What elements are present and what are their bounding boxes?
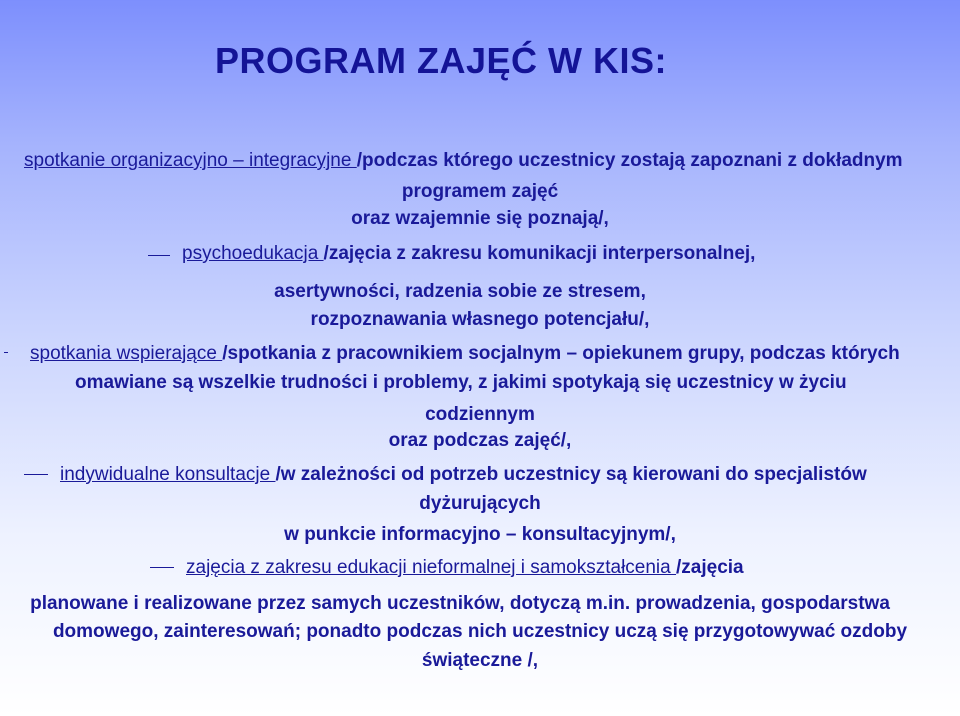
- item-1-text-3: oraz wzajemnie się poznają/,: [351, 208, 609, 229]
- item-5-text-4: świąteczne /,: [421, 650, 539, 671]
- bullet-dash-2: [148, 255, 170, 256]
- item-3-line-1: [30, 342, 900, 366]
- bullet-dash-4: [24, 474, 48, 475]
- item-1-text-1: /podczas którego uczestnicy zostają zapoznani z dokładnym: [356, 150, 903, 171]
- item-3-text-4: oraz podczas zajęć/,: [388, 430, 572, 451]
- item-3-text-1: /spotkania z pracownikiem socjalnym – opiekunem grupy, podczas których: [222, 343, 900, 364]
- item-4-text-2: dyżurujących: [419, 493, 541, 514]
- item-5-text-1: /zajęcia: [676, 557, 744, 578]
- item-5-line-1: [186, 556, 744, 580]
- item-4-link[interactable]: indywidualne konsultacje: [60, 464, 276, 485]
- bullet-dash-3: [4, 352, 8, 353]
- item-1-link[interactable]: spotkanie organizacyjno – integracyjne: [24, 150, 357, 171]
- slide-title: PROGRAM ZAJĘĆ W KIS:: [215, 40, 668, 81]
- item-5-link[interactable]: zajęcia z zakresu edukacji nieformalnej i samokształcenia: [186, 557, 677, 578]
- bullet-dash-5: [150, 567, 174, 568]
- item-4-line-1: [60, 463, 867, 487]
- item-3-text-2: omawiane są wszelkie trudności i problemy, z jakimi spotykają się uczestnicy w życiu: [75, 372, 847, 393]
- item-2-line-1: [182, 242, 755, 266]
- item-3-link[interactable]: spotkania wspierające: [30, 343, 223, 364]
- item-1-line-1: [24, 149, 903, 173]
- item-4-text-1: /w zależności od potrzeb uczestnicy są kierowani do specjalistów: [275, 464, 867, 485]
- item-2-text-3: rozpoznawania własnego potencjału/,: [310, 309, 650, 330]
- item-5-text-2: planowane i realizowane przez samych uczestników, dotyczą m.in. prowadzenia, gospodarstwa: [30, 593, 890, 614]
- item-2-link[interactable]: psychoedukacja: [182, 243, 324, 264]
- item-5-text-3: domowego, zainteresowań; ponadto podczas nich uczestnicy uczą się przygotowywać ozdoby: [52, 621, 908, 642]
- item-1-text-2: programem zajęć: [401, 181, 559, 202]
- item-3-text-3: codziennym: [425, 404, 535, 425]
- item-2-text-1: /zajęcia z zakresu komunikacji interpersonalnej,: [323, 243, 756, 264]
- item-4-text-3: w punkcie informacyjno – konsultacyjnym/,: [284, 524, 676, 545]
- item-2-text-2: asertywności, radzenia sobie ze stresem,: [274, 281, 646, 302]
